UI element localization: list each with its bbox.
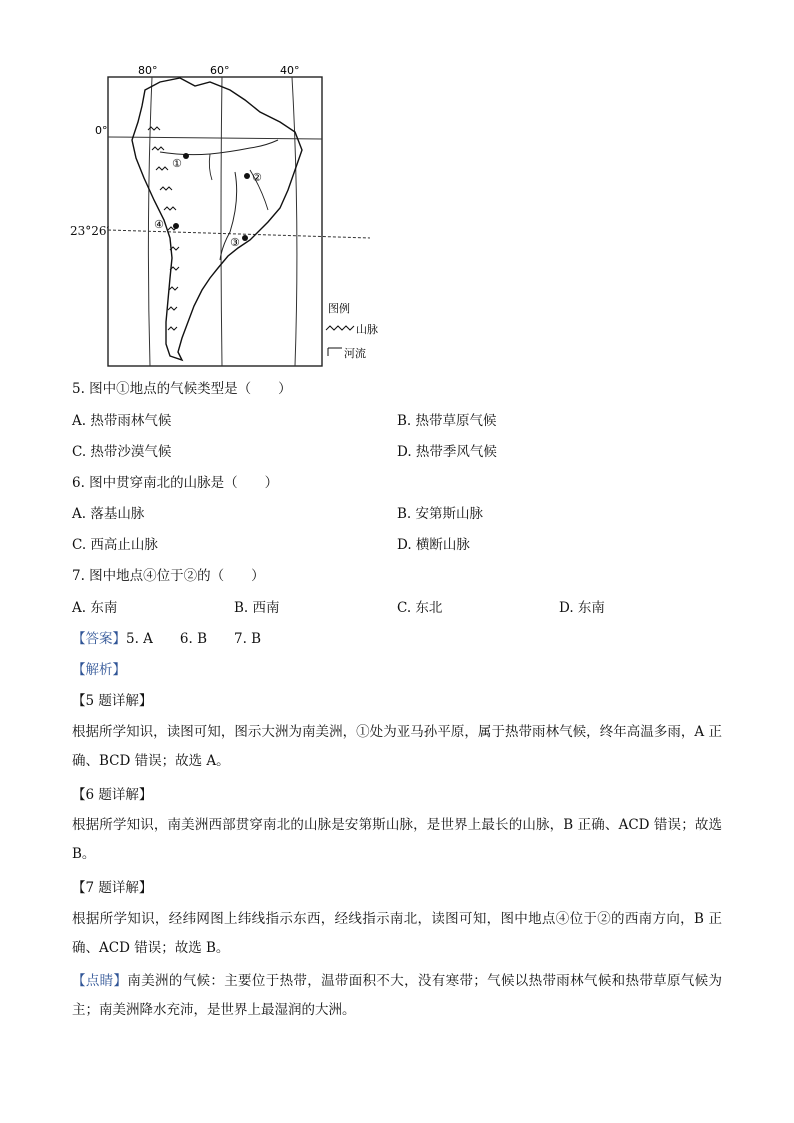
question-6-stem: 6. 图中贯穿南北的山脉是（ ） — [72, 475, 279, 491]
answer-label: 【答案】 — [72, 631, 126, 647]
detail-6-body: 根据所学知识，南美洲西部贯穿南北的山脉是安第斯山脉，是世界上最长的山脉，B 正确、ACD 错误；故选 B。 — [72, 817, 722, 862]
q7-option-d: D. 东南 — [559, 600, 605, 616]
river-branch — [209, 154, 212, 180]
meridian-40 — [292, 77, 297, 366]
meridian-60 — [221, 77, 222, 366]
q7-option-b: B. 西南 — [234, 600, 280, 616]
question-5-stem: 5. 图中①地点的气候类型是（ ） — [72, 381, 292, 397]
meridian-80 — [148, 77, 152, 366]
legend-title: 图例 — [328, 302, 350, 315]
tip-label: 【点睛】 — [72, 973, 128, 989]
answer-line — [72, 630, 261, 648]
amazon-river — [160, 140, 278, 155]
lon-label-40: 40° — [280, 64, 300, 77]
q6-option-c: C. 西高止山脉 — [72, 537, 158, 553]
equator-line — [108, 137, 322, 139]
analysis-label: 【解析】 — [72, 662, 126, 678]
legend-mountain-label: 山脉 — [356, 323, 378, 336]
legend-river-label: 河流 — [344, 347, 366, 360]
q6-option-d: D. 横断山脉 — [397, 537, 470, 553]
point-2-label: ② — [252, 171, 262, 184]
tip-paragraph — [72, 967, 722, 1025]
lon-label-80: 80° — [138, 64, 158, 77]
detail-5-body: 根据所学知识，读图可知，图示大洲为南美洲，①处为亚马孙平原，属于热带雨林气候，终年高温多雨，A 正确、BCD 错误；故选 A。 — [72, 724, 722, 769]
map-frame — [108, 77, 322, 366]
q6-option-b: B. 安第斯山脉 — [397, 506, 484, 522]
point-2-dot — [244, 173, 250, 179]
point-4-label: ④ — [154, 218, 164, 231]
question-7-stem: 7. 图中地点④位于②的（ ） — [72, 568, 265, 584]
south-america-map — [90, 60, 390, 370]
detail-7-body: 根据所学知识，经纬网图上纬线指示东西，经线指示南北，读图可知，图中地点④位于②的西南方向，B 正确、ACD 错误；故选 B。 — [72, 911, 722, 956]
q5-option-a: A. 热带雨林气候 — [72, 413, 172, 429]
detail-5-head: 【5 题详解】 — [72, 693, 153, 709]
detail-6-head: 【6 题详解】 — [72, 787, 153, 803]
q5-option-c: C. 热带沙漠气候 — [72, 444, 172, 460]
detail-7-head: 【7 题详解】 — [72, 880, 153, 896]
answer-text: 5. A 6. B 7. B — [126, 631, 262, 647]
point-3-label: ③ — [230, 236, 240, 249]
tip-text: 南美洲的气候：主要位于热带，温带面积不大，没有寒带；气候以热带雨林气候和热带草原气候为主；南美洲降水充沛，是世界上最湿润的大洲。 — [72, 973, 723, 1018]
q5-option-b: B. 热带草原气候 — [397, 413, 497, 429]
q6-option-a: A. 落基山脉 — [72, 506, 145, 522]
q5-option-d: D. 热带季风气候 — [397, 444, 497, 460]
q7-option-a: A. 东南 — [72, 600, 118, 616]
legend-mountain-symbol — [326, 326, 354, 330]
lon-label-60: 60° — [210, 64, 230, 77]
lat-label-0: 0° — [95, 124, 108, 137]
legend-river-symbol — [328, 348, 342, 356]
q7-option-c: C. 东北 — [397, 600, 443, 616]
point-1-label: ① — [172, 157, 182, 170]
point-3-dot — [242, 235, 248, 241]
map-svg — [90, 60, 390, 370]
lat-label-tropic: 23°26′ — [70, 224, 110, 238]
point-1-dot — [183, 153, 189, 159]
point-4-dot — [173, 223, 179, 229]
